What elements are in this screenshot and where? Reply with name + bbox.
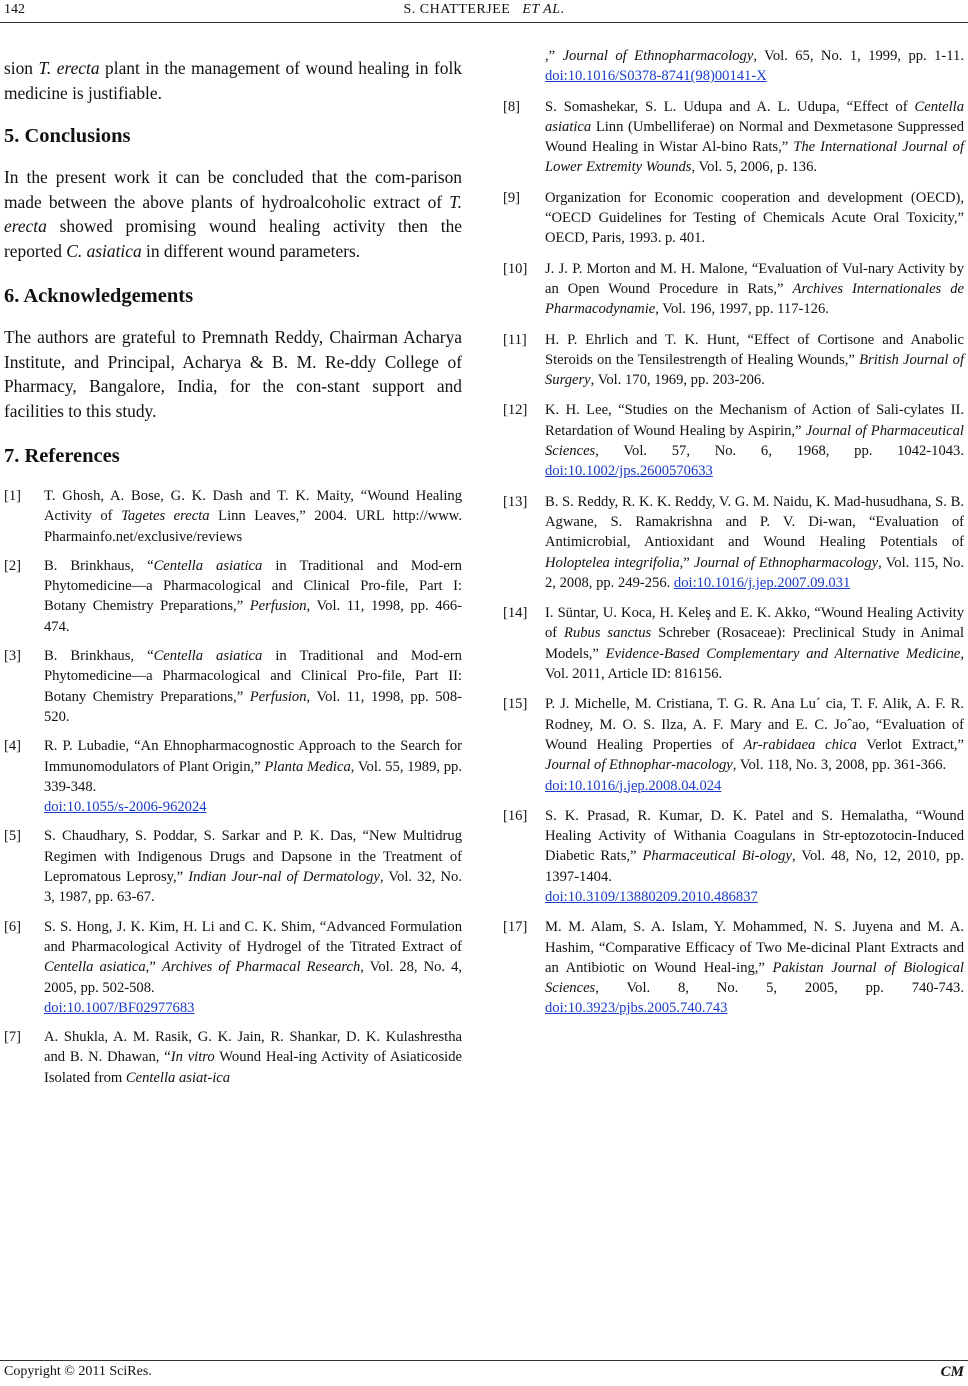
doi-link[interactable]: doi:10.1007/BF02977683 [44,999,195,1016]
footer-rule [0,1360,968,1361]
reference-text: S. K. Prasad, R. Kumar, D. K. Patel and S. Hemalatha, “Wound Healing Activity of Withania Coagulans in Str-eptozotocin-Induced Diabetic Rats,” Pharmaceutical Bi-ology, Vol. 48, No, 12, 2010, pp. 1397-1404. doi:10.3109/13880209.2010.486837 [545,807,964,905]
reference-text: P. J. Michelle, M. Cristiana, T. G. R. Ana Lu´ cia, T. F. Alik, A. F. R. Rodney, M. O. S. Ilza, A. F. Mary and E. C. Joˆao, “Evaluation of Wound Healing Properties of Ar-rabidaea chica Verlot Extract,” Journal of Ethnophar-macology, Vol. 118, No. 3, 2008, pp. 361-366. doi:10.1016/j.jep.2008.04.024 [545,696,965,794]
reference-text: H. P. Ehrlich and T. K. Hunt, “Effect of Cortisone and Anabolic Steroids on the Tensilestrength of Healing Wounds,” British Journal of Surgery, Vol. 170, 1969, pp. 203-206. [545,331,964,389]
doi-link[interactable]: doi:10.3109/13880209.2010.486837 [545,888,758,905]
reference-number: [15] [503,696,528,713]
reference-11 [503,330,964,391]
reference-number: [13] [503,493,528,510]
acknowledgements-paragraph: The authors are grateful to Premnath Reddy, Chairman Acharya Institute, and Principal, Acharya & B. M. Re-ddy College of Pharmacy, Bangalore, India, for the con-stant support and facilities to this study. [4,327,462,421]
doi-link[interactable]: doi:10.3923/pjbs.2005.740.743 [545,1000,728,1017]
reference-2 [4,556,462,637]
reference-9 [503,188,964,249]
reference-number: [4] [4,738,22,755]
reference-number: [9] [503,189,521,206]
reference-text: A. Shukla, A. M. Rasik, G. K. Jain, R. Shankar, D. K. Kulashrestha and B. N. Dhawan, “In vitro Wound Heal-ing Activity of Asiaticoside Isolated from Centella asiat-ica [44,1029,462,1086]
doi-link[interactable]: doi:10.1016/S0378-8741(98)00141-X [545,68,767,85]
reference-7-part2 [503,46,964,87]
reference-text: Organization for Economic cooperation and development (OECD), “OECD Guidelines for Testing of Chemicals Acute Oral Toxicity,” OECD, Paris, 1993. p. 401. [545,189,964,247]
reference-number: [17] [503,919,528,936]
reference-12 [503,400,964,481]
journal-abbreviation: CM [940,1364,964,1380]
reference-number: [6] [4,918,22,935]
right-column [503,46,964,1019]
doi-link[interactable]: doi:10.1016/j.jep.2007.09.031 [673,574,851,591]
reference-13 [503,492,964,593]
reference-3 [4,646,462,727]
reference-number-blank [503,46,545,87]
reference-number: [1] [4,488,22,504]
references-heading: 7. References [4,445,120,467]
reference-8 [503,97,964,178]
reference-number: [16] [503,807,528,824]
header-rule [0,22,968,23]
reference-number: [14] [503,605,528,622]
intro-paragraph: sion T. erecta plant in the management of wound healing in folk medicine is justifiable. [4,58,463,103]
left-column [4,56,462,1088]
reference-14 [503,603,964,684]
reference-list-left [4,486,462,1088]
reference-number: [12] [503,402,528,419]
reference-text: R. P. Lubadie, “An Ehnopharmacognostic Approach to the Search for Immunomodulators of Plant Origin,” Planta Medica, Vol. 55, 1989, pp. 339-348. doi:10.1055/s-2006-962024 [44,738,462,816]
reference-text: B. S. Reddy, R. K. K. Reddy, V. G. M. Naidu, K. Mad-husudhana, S. B. Agwane, S. Ramakrishna and P. V. Di-wan, “Evaluation of Antimicrobial, Antioxidant and Wound Healing Potentials of Holoptelea integrifolia,” Journal of Ethnopharmacology, Vol. 115, No. 2, 2008, pp. 249-256. doi:10.1016/j.jep.2007.09.031 [545,493,965,591]
reference-number: [2] [4,557,22,574]
doi-link[interactable]: doi:10.1002/jps.2600570633 [545,463,713,480]
reference-10 [503,259,964,320]
reference-text: S. Somashekar, S. L. Udupa and A. L. Udupa, “Effect of Centella asiatica Linn (Umbelliferae) on Normal and Dexmetasone Suppressed Wound Healing in Wistar Al-bino Rats,” The International Journal of Lower Extremity Wounds, Vol. 5, 2006, p. 136. [545,98,964,176]
conclusions-paragraph: In the present work it can be concluded that the com-parison made between the above plants of hydroalcoholic extract of T. erecta showed promising wound healing activity then the reported C. asiatica in different wound parameters. [4,167,462,261]
reference-text: K. H. Lee, “Studies on the Mechanism of Action of Sali-cylates II. Retardation of Wound Healing by Aspirin,” Journal of Pharmaceutical Sciences, Vol. 57, No. 6, 1968, pp. 1042-1043. doi:10.1002/jps.2600570633 [545,402,964,480]
reference-number: [7] [4,1029,22,1046]
reference-text: T. Ghosh, A. Bose, G. K. Dash and T. K. Maity, “Wound Healing Activity of Tagetes erecta Linn Leaves,” 2004. URL http://www. Pharmainfo.net/exclusive/reviews [44,488,462,545]
running-header: S. CHATTERJEE ET AL. [403,2,565,17]
reference-text: S. S. Hong, J. K. Kim, H. Li and C. K. Shim, “Advanced Formulation and Pharmacological Activity of Hydrogel of the Titrated Extract of Centella asiatica,” Archives of Pharmacal Research, Vol. 28, No. 4, 2005, pp. 502-508. doi:10.1007/BF02977683 [44,918,463,1016]
page-number: 142 [4,2,25,17]
reference-6 [4,917,462,1018]
acknowledgements-heading: 6. Acknowledgements [4,285,194,307]
reference-text: B. Brinkhaus, “Centella asiatica in Traditional and Mod-ern Phytomedicine―a Pharmacological and Clinical Pro-file, Part II: Botany Chemistry Preparations,” Perfusion, Vol. 11, 1998, pp. 508-520. [44,648,462,725]
doi-link[interactable]: doi:10.1055/s-2006-962024 [44,799,207,816]
conclusions-heading: 5. Conclusions [4,125,131,147]
reference-number: [5] [4,828,22,845]
reference-7-part1 [4,1027,462,1088]
copyright-notice: Copyright © 2011 SciRes. [4,1364,152,1379]
reference-text: J. J. P. Morton and M. H. Malone, “Evaluation of Vul-nary Activity by an Open Wound Procedure in Rats,” Archives Internationales de Pharmacodynamie, Vol. 196, 1997, pp. 117-126. [545,260,965,318]
reference-16 [503,806,964,907]
reference-number: [11] [503,331,527,348]
reference-text: M. M. Alam, S. A. Islam, Y. Mohammed, N. S. Juyena and M. A. Hashim, “Comparative Efficacy of Two Me-dicinal Plant Extracts and an Antibiotic on Wound Heal-ing,” Pakistan Journal of Biological Sciences, Vol. 8, No. 5, 2005, pp. 740-743. doi:10.3923/pjbs.2005.740.743 [545,919,964,1017]
reference-4 [4,736,462,817]
reference-text: ,” Journal of Ethnopharmacology, Vol. 65, No. 1, 1999, pp. 1-11. doi:10.1016/S0378-8741(98)00141-X [545,48,964,85]
reference-number: [3] [4,648,22,665]
reference-text: S. Chaudhary, S. Poddar, S. Sarkar and P. K. Das, “New Multidrug Regimen with Indigenous Drugs and Dapsone in the Treatment of Lepromatous Leprosy,” Indian Jour-nal of Dermatology, Vol. 32, No. 3, 1987, pp. 63-67. [44,828,462,906]
reference-text: I. Süntar, U. Koca, H. Keleş and E. K. Akko, “Wound Healing Activity of Rubus sanctus Schreber (Rosaceae): Preclinical Study in Animal Models,” Evidence-Based Complementary and Alternative Medicine, Vol. 2011, Article ID: 816156. [545,605,964,683]
reference-15 [503,694,964,795]
reference-5 [4,826,462,907]
reference-text: B. Brinkhaus, “Centella asiatica in Traditional and Mod-ern Phytomedicine―a Pharmacological and Clinical Pro-file, Part I: Botany Chemistry Preparations,” Perfusion, Vol. 11, 1998, pp. 466-474. [44,557,462,635]
doi-link[interactable]: doi:10.1016/j.jep.2008.04.024 [545,777,722,794]
reference-17 [503,917,964,1018]
reference-1 [4,486,462,547]
reference-number: [8] [503,98,521,115]
reference-number: [10] [503,260,528,277]
